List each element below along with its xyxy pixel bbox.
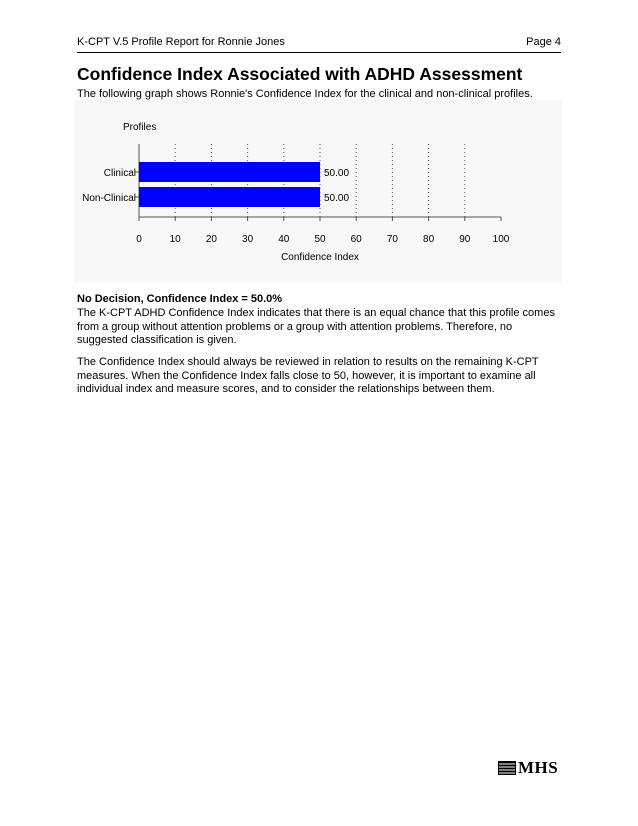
x-axis-title: Confidence Index [281,252,359,263]
x-tick-label: 30 [242,234,254,245]
decision-heading: No Decision, Confidence Index = 50.0% [77,293,283,305]
y-tick-label: Non-Clinical [82,193,136,204]
x-tick-label: 40 [278,234,290,245]
page-header [77,28,561,53]
x-tick-label: 0 [136,234,142,245]
bar-value-label: 50.00 [324,193,350,204]
x-tick-label: 70 [386,234,398,245]
section-subtitle: The following graph shows Ronnie's Confidence Index for the clinical and non-clinical profiles. [77,88,533,100]
mhs-logo-mark-icon [498,761,516,775]
y-axis-title: Profiles [123,122,157,133]
y-tick-label: Clinical [103,168,136,179]
confidence-index-chart [74,100,562,283]
decision-paragraph-1: The K-CPT ADHD Confidence Index indicates that there is an equal chance that this profile comes from a group without attention problems or a group with attention problems. Therefore, no suggested classification is given. [77,307,555,346]
x-tick-label: 100 [492,234,510,245]
x-tick-label: 50 [314,234,326,245]
bar-clinical [139,162,320,182]
page-number: Page 4 [526,36,561,48]
x-tick-label: 60 [350,234,362,245]
chart-svg [74,100,562,283]
bar-value-label: 50.00 [324,168,350,179]
report-title: K-CPT V.5 Profile Report for Ronnie Jones [77,36,285,48]
mhs-logo-text: MHS [518,758,559,777]
x-tick-label: 90 [459,234,471,245]
x-tick-label: 10 [169,234,181,245]
section-title: Confidence Index Associated with ADHD Assessment [77,64,523,84]
x-tick-label: 20 [205,234,217,245]
bar-non-clinical [139,187,320,207]
x-tick-label: 80 [423,234,435,245]
decision-paragraph-2: The Confidence Index should always be reviewed in relation to results on the remaining K-CPT measures. When the Confidence Index falls close to 50, however, it is important to examine all individual index and measure scores, and to consider the relationships between them. [77,356,539,395]
